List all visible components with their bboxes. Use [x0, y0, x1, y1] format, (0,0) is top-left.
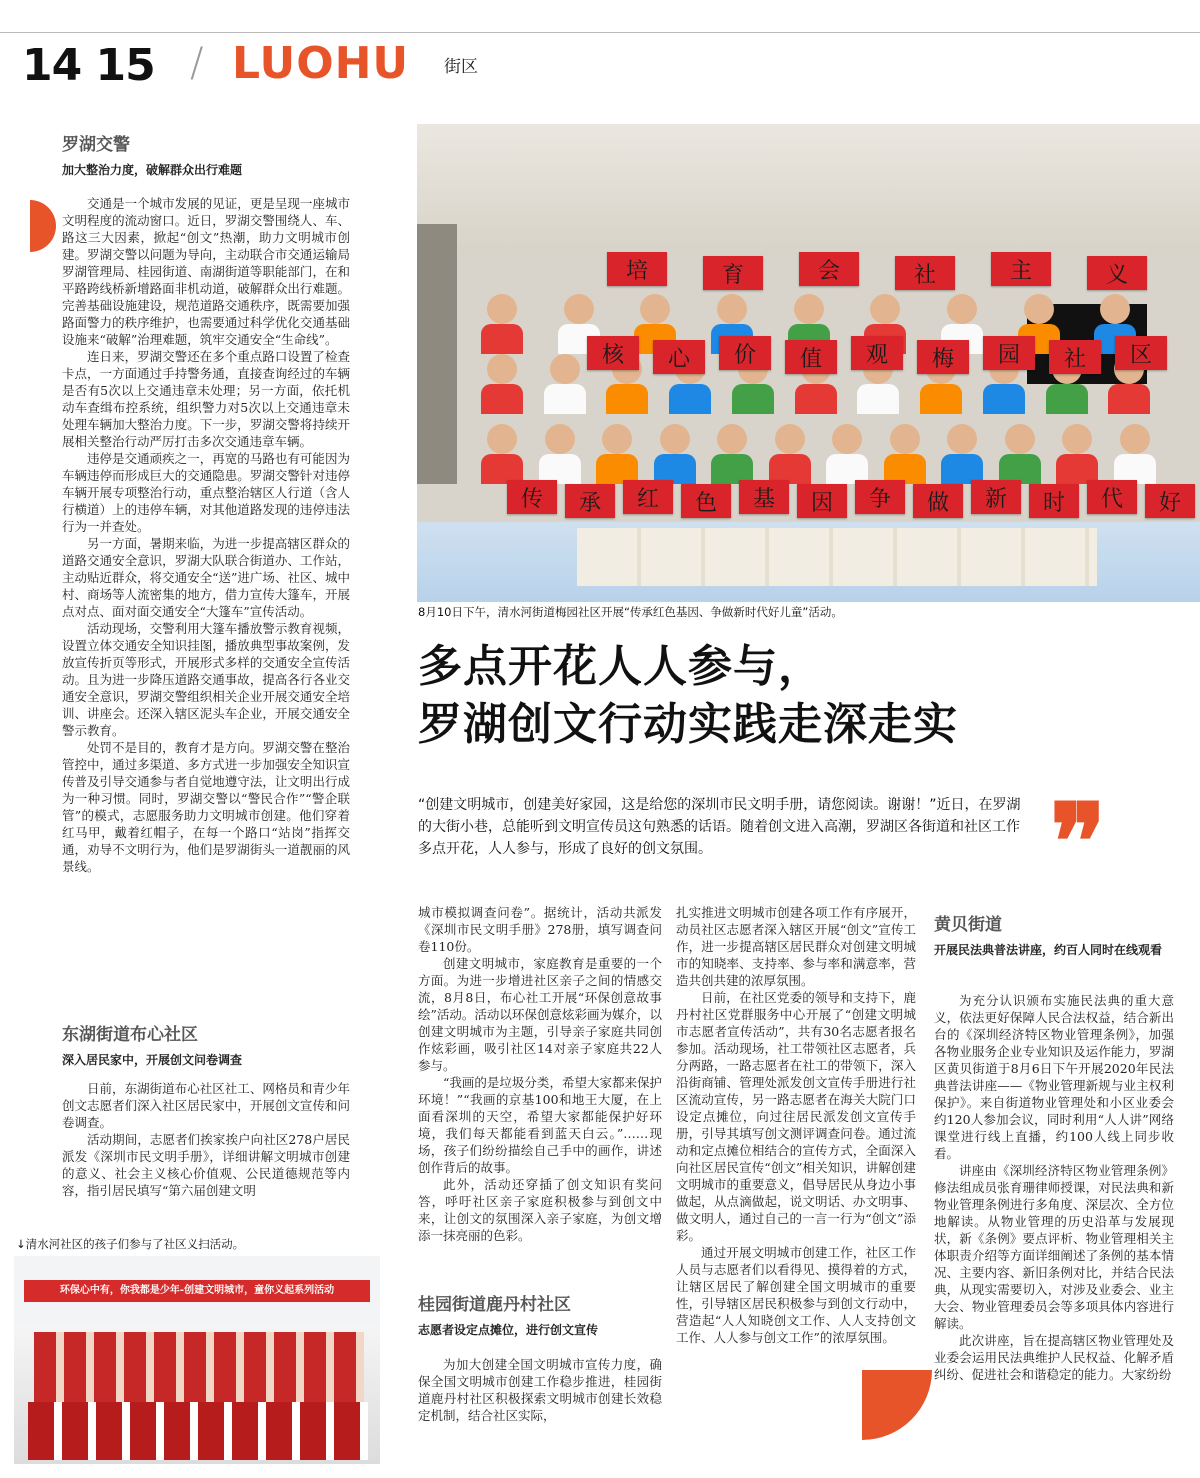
character-card: 承 — [565, 484, 615, 518]
main-event-photo — [417, 124, 1200, 602]
character-card: 因 — [797, 484, 847, 518]
quote-mark-icon: ❞ — [1050, 780, 1106, 903]
paragraph: 讲座由《深圳经济特区物业管理条例》修法组成员张育珊律师授课，对民法典和新物业管理条例进行多角度、深层次、全方位地解读。从物业管理的历史沿革与发展现状，新《条例》要点评析、物业管理相关主体职责介绍等方面详细阐述了条例的基本情况、主要内容、新旧条例对比，并结合民法典，从现实需要切入，对涉及业委会、业主大会、物业管理委员会等多项具体内容进行解读。 — [934, 1163, 1174, 1331]
volunteer-kids-photo — [14, 1256, 380, 1464]
character-card: 观 — [851, 336, 903, 370]
character-card: 值 — [785, 340, 837, 374]
paragraph: 此外，活动还穿插了创文知识有奖问答，呼吁社区亲子家庭积极参与到创文中来，让创文的氛围深入亲子家庭，为创文增添一抹亮丽的色彩。 — [418, 1177, 662, 1243]
brand-logo: LUOHU — [232, 38, 410, 89]
character-card: 基 — [739, 480, 789, 514]
character-card: 会 — [799, 252, 859, 286]
character-card: 争 — [855, 480, 905, 514]
donghu-body — [62, 1080, 350, 1199]
section-title: 桂园街道鹿丹村社区 — [418, 1295, 571, 1315]
child-shirt — [1046, 384, 1088, 414]
traffic-police-body — [62, 195, 350, 875]
huangbei-article — [934, 910, 1180, 958]
small-photo-caption: ↓清水河社区的孩子们参与了社区义扫活动。 — [16, 1237, 245, 1251]
child-figure — [487, 294, 517, 324]
child-figure — [487, 424, 517, 454]
child-figure — [947, 294, 977, 324]
paragraph: 交通是一个城市发展的见证，更是呈现一座城市文明程度的流动窗口。近日，罗湖交警围绕人、车、路这三大因素，掀起“创文”热潮，助力文明城市创建。罗湖交警以问题为导向，主动联合市交通运输局罗湖管理局、桂园街道、南湖街道等职能部门，在和平路跨线桥新增路面非机动道，破解群众出行难题。完善基础设施建设，规范道路交通秩序，既需要加强路面警力的秩序维护，也需要通过科学优化交通基础设施来“破解”治理难题，筑牢交通安全“生命线”。 — [62, 196, 350, 347]
children-row-front — [28, 1402, 368, 1460]
paragraph: 日前，东湖街道布心社区社工、网格员和青少年创文志愿者们深入社区居民家中，开展创文宣传和问卷调查。 — [62, 1081, 350, 1130]
paragraph: 扎实推进文明城市创建各项工作有序展开，动员社区志愿者深入辖区开展“创文”宣传工作，进一步提高辖区居民群众对创建文明城市的知晓率、支持率、参与率和满意率，营造共创共建的浓厚氛围。 — [676, 905, 916, 988]
guiyuan-article — [418, 1290, 662, 1338]
decorative-half-circle — [30, 200, 56, 252]
headline — [418, 638, 1178, 754]
photo-door — [417, 224, 457, 484]
child-figure — [1062, 424, 1092, 454]
decorative-quarter-circle — [862, 1370, 932, 1440]
section-subtitle: 开展民法典普法讲座，约百人同时在线观看 — [934, 943, 1163, 957]
character-card: 代 — [1087, 480, 1137, 514]
child-shirt — [983, 384, 1025, 414]
child-figure — [660, 424, 690, 454]
header-slash: / — [190, 40, 204, 86]
character-card: 好 — [1145, 484, 1195, 518]
headline-line-2: 罗湖创文行动实践走深走实 — [418, 699, 958, 750]
paragraph: 通过开展文明城市创建工作，社区工作人员与志愿者们以看得见、摸得着的方式，让辖区居民了解创建全国文明城市的重要性，引导辖区居民积极参与到创文行动中，营造起“人人知晓创文工作、人人支持创文工作、人人参与创文工作”的浓厚氛围。 — [676, 1245, 916, 1345]
paragraph: 处罚不是目的，教育才是方向。罗湖交警在整治管控中，通过多渠道、多方式进一步加强安全知识宣传普及引导交通参与者自觉地遵守法，让文明出行成为一种习惯。同时，罗湖交警以“警民合作”“警企联管”的模式，志愿服务助力文明城市创建。他们穿着红马甲，戴着红帽子，在每一个路口“站岗”指挥交通，劝导不文明行为，他们是罗湖街头一道靓丽的风景线。 — [62, 740, 350, 874]
child-shirt — [795, 384, 837, 414]
huangbei-body — [934, 992, 1174, 1383]
character-card: 社 — [895, 256, 955, 290]
page-numbers: 14 15 — [22, 40, 155, 91]
child-figure — [717, 424, 747, 454]
character-card: 园 — [983, 336, 1035, 370]
paragraph: 城市模拟调查问卷”。据统计，活动共派发《深圳市民文明手册》278册，填写调查问卷110份。 — [418, 905, 662, 954]
child-figure — [870, 294, 900, 324]
photo-drawings — [577, 528, 1097, 586]
col2-body — [418, 904, 662, 1244]
child-figure — [602, 424, 632, 454]
child-figure — [947, 424, 977, 454]
child-figure — [550, 354, 580, 384]
child-shirt — [857, 384, 899, 414]
section-title: 罗湖交警 — [62, 135, 130, 155]
paragraph: 日前，在社区党委的领导和支持下，鹿丹村社区党群服务中心开展了“创建文明城市志愿者宣传活动”，共有30名志愿者报名参加。活动现场，社工带领社区志愿者，兵分两路，一路志愿者在社工的带领下，深入沿街商铺、管理处派发创文宣传手册进行社区流动宣传，另一路志愿者在海关大院门口设定点摊位，向过往居民派发创文宣传手册，引导其填写创文测评调查问卷。通过流动和定点摊位相结合的宣传方式，全面深入向社区居民宣传“创文”相关知识，讲解创建文明城市的重要意义，倡导居民从身边小事做起，从点滴做起，说文明话、办文明事、做文明人，通过自己的一言一行为“创文”添彩。 — [676, 990, 916, 1243]
child-shirt — [606, 384, 648, 414]
paragraph: 创建文明城市，家庭教育是重要的一个方面。为进一步增进社区亲子之间的情感交流，8月8日，布心社工开展“环保创意故事绘”活动。活动以环保创意炫彩画为媒介，以创建文明城市为主题，引导亲子家庭共同创作炫彩画，吸引社区14对亲子家庭共22人参与。 — [418, 956, 662, 1073]
child-figure — [1120, 424, 1150, 454]
donghu-article — [62, 1020, 362, 1068]
traffic-police-article — [62, 130, 362, 178]
section-title: 黄贝街道 — [934, 915, 1002, 935]
children-row-back — [34, 1332, 364, 1402]
child-figure — [832, 424, 862, 454]
child-figure — [794, 294, 824, 324]
section-subtitle: 深入居民家中，开展创文问卷调查 — [62, 1053, 243, 1067]
main-photo-caption: 8月10日下午，清水河街道梅园社区开展“传承红色基因、争做新时代好儿童”活动。 — [418, 605, 843, 619]
child-shirt — [481, 384, 523, 414]
child-figure — [1005, 424, 1035, 454]
section-name: 街区 — [444, 57, 478, 77]
character-card: 培 — [607, 252, 667, 286]
child-figure — [640, 294, 670, 324]
child-figure — [1024, 294, 1054, 324]
paragraph: 为加大创建全国文明城市宣传力度，确保全国文明城市创建工作稳步推进，桂园街道鹿丹村社区积极探索文明城市创建长效稳定机制，结合社区实际， — [418, 1357, 662, 1423]
character-card: 价 — [719, 336, 771, 370]
child-figure — [890, 424, 920, 454]
paragraph: 违停是交通顽疾之一，再宽的马路也有可能因为车辆违停而形成巨大的交通隐患。罗湖交警针对违停车辆开展专项整治行动，重点整治辖区人行道（含人行横道）上的违停车辆，对其他道路发现的违停违法行为一并查处。 — [62, 451, 350, 534]
child-figure — [487, 354, 517, 384]
character-card: 红 — [623, 480, 673, 514]
section-subtitle: 加大整治力度，破解群众出行难题 — [62, 163, 243, 177]
paragraph: 为充分认识颁布实施民法典的重大意义，依法更好保障人民合法权益，结合新出台的《深圳经济特区物业管理条例》，加强各物业服务企业专业知识及运作能力，罗湖区黄贝街道于8月6日下午开展2020年民法典普法讲座——《物业管理新规与业主权利保护》。来自街道物业管理处和小区业委会约120人参加会议，同时利用“人人讲”网络课堂进行线上直播，约100人线上同步收看。 — [934, 993, 1174, 1161]
paragraph: “我画的是垃圾分类，希望大家都来保护环境！”“我画的京基100和地王大厦，在上面看深圳的天空，希望大家都能保护好环境，我们每天都能看到蓝天白云。”……现场，孩子们纷纷描绘自己手中的画作，讲述创作背后的故事。 — [418, 1075, 662, 1175]
child-figure — [564, 294, 594, 324]
guiyuan-body — [418, 1356, 662, 1424]
paragraph: 活动期间，志愿者们挨家挨户向社区278户居民派发《深圳市民文明手册》，详细讲解文明城市创建的意义、社会主义核心价值观、公民道德规范等内容，指引居民填写“第六届创建文明 — [62, 1132, 350, 1198]
col3-body — [676, 904, 916, 1346]
section-title: 东湖街道布心社区 — [62, 1025, 198, 1045]
child-figure — [717, 294, 747, 324]
card-row-middle — [587, 336, 1197, 376]
child-figure — [1100, 294, 1130, 324]
character-card: 区 — [1115, 336, 1167, 370]
character-card: 时 — [1029, 484, 1079, 518]
character-card: 义 — [1087, 256, 1147, 290]
character-card: 做 — [913, 484, 963, 518]
child-shirt — [669, 384, 711, 414]
headline-line-1: 多点开花人人参与， — [418, 641, 823, 692]
character-card: 育 — [703, 256, 763, 290]
child-shirt — [920, 384, 962, 414]
child-figure — [545, 424, 575, 454]
card-row-bottom — [507, 480, 1197, 520]
character-card: 新 — [971, 480, 1021, 514]
child-figure — [775, 424, 805, 454]
intro-paragraph: “创建文明城市，创建美好家园，这是给您的深圳市民文明手册，请您阅读。谢谢！”近日，在罗湖的大街小巷，总能听到文明宣传员这句熟悉的话语。随着创文进入高潮，罗湖区各街道和社区工作多点开花，人人参与，形成了良好的创文氛围。 — [418, 797, 1021, 857]
character-card: 梅 — [917, 340, 969, 374]
character-card: 社 — [1049, 340, 1101, 374]
character-card: 心 — [653, 340, 705, 374]
paragraph: 此次讲座，旨在提高辖区物业管理处及业委会运用民法典维护人民权益、化解矛盾纠纷、促进社会和谐稳定的能力。大家纷纷 — [934, 1333, 1174, 1382]
header-rule — [0, 32, 1200, 33]
character-card: 主 — [991, 252, 1051, 286]
section-subtitle: 志愿者设定点摊位，进行创文宣传 — [418, 1323, 599, 1337]
paragraph: 另一方面，暑期来临，为进一步提高辖区群众的道路交通安全意识，罗湖大队联合街道办、工作站，主动贴近群众，将交通安全“送”进广场、社区、城中村、商场等人流密集的地方，借力宣传大篷车，开展点对点、面对面交通安全“大篷车”宣传活动。 — [62, 536, 350, 619]
child-shirt — [544, 384, 586, 414]
child-shirt — [732, 384, 774, 414]
character-card: 核 — [587, 336, 639, 370]
child-shirt — [1108, 384, 1150, 414]
photo-banner: 环保心中有，你我都是少年-创建文明城市，童你义起系列活动 — [24, 1280, 370, 1302]
paragraph: 活动现场，交警利用大篷车播放警示教育视频，设置立体交通安全知识挂图，播放典型事故案例，发放宣传折页等形式，开展形式多样的交通安全宣传活动。且为进一步降压道路交通事故，提高各行各业交通安全意识，罗湖交警组织相关企业开展交通安全培训、讲座会。还深入辖区泥头车企业，开展交通安全警示教育。 — [62, 621, 350, 738]
character-card: 色 — [681, 484, 731, 518]
child-shirt — [481, 324, 523, 354]
character-card: 传 — [507, 480, 557, 514]
photo-background-wall — [417, 124, 1200, 254]
paragraph: 连日来，罗湖交警还在多个重点路口设置了检查卡点，一方面通过手持警务通，直接查询经过的车辆是否有5次以上交通违章未处理；另一方面，依托机动车查缉布控系统，组织警力对5次以上交通违章未处理车辆加大整治力度。下一步，罗湖交警将持续开展相关整治行动严厉打击多次交通违章车辆。 — [62, 349, 350, 449]
